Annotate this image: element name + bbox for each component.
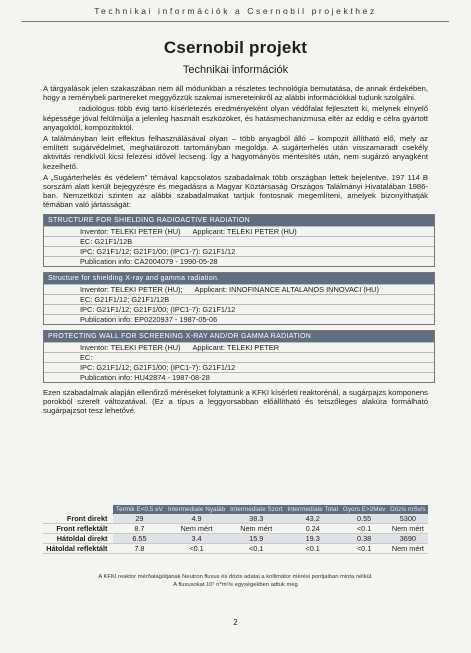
patent-box-1 (43, 214, 435, 267)
patent-box-2 (43, 272, 435, 325)
patent-inventor-row (44, 226, 434, 236)
table-cell: 0.24 (285, 524, 341, 534)
column-header (43, 505, 113, 514)
page-title: Csernobil projekt (163, 38, 308, 57)
column-header: Termik E<0.5 eV (113, 505, 165, 514)
measurement-table (43, 505, 428, 554)
table-cell: <0.1 (285, 544, 341, 554)
patent-ec: EC: (44, 352, 434, 362)
patent-ec: EC: G21F1/12; G21F1/12B (44, 294, 434, 304)
patent-ipc: IPC: G21F1/12; G21F1/00; (IPC1-7): G21F1/12 (44, 304, 434, 314)
table-cell: <0.1 (228, 544, 285, 554)
patent-publication: Publication info: CA2004079 - 1990-05-28 (44, 256, 434, 266)
running-header: Technikai információk a Csernobil projekthez (94, 6, 377, 16)
page-subtitle: Technikai információk (182, 64, 289, 76)
patent-title: STRUCTURE FOR SHIELDING RADIOACTIVE RADIATION (44, 215, 434, 226)
table-cell: <0.1 (165, 544, 227, 554)
paragraph-results: Ezen szabadalmak alapján ellenőrző méréseket folytattunk a KFKI kísérleti reaktorénál, a sugárpajzs komponens porokból szerelt változatával. (Ez a típus a leggyorsabban előállítható és tetszőleges alakúra formálható sugárpajzsot tesz lehetővé. (43, 387, 429, 416)
table-cell: 4.9 (165, 514, 227, 524)
table-header-row (43, 505, 428, 514)
patent-box-3 (43, 330, 435, 383)
table-cell: 7.8 (113, 544, 165, 554)
table-cell: <0.1 (340, 524, 387, 534)
table-cell: <0.1 (340, 544, 387, 554)
table-cell: Nem mért (388, 544, 428, 554)
table-cell: 3690 (388, 534, 428, 544)
column-header: Intermediate Nyaláb (165, 505, 227, 514)
page-number: 2 (233, 618, 238, 627)
paragraph-intro: A tárgyalások jelen szakaszában nem áll módunkban a részletes technológia bemutatása, de annak érdekében, hogy a reménybeli partnereket meggyőzzük szakmai ismereteinkről az alábbi információkkal tudunk szolgálni. (43, 84, 428, 103)
column-header: Intermediate Total (285, 505, 341, 514)
table-row (43, 514, 428, 524)
row-label: Front direkt (43, 514, 113, 524)
table-row (43, 544, 428, 554)
table-cell: 43.2 (285, 514, 341, 524)
patent-inventor-row (44, 284, 434, 294)
table-footnote (43, 574, 428, 589)
row-label: Front reflektált (43, 524, 113, 534)
table-cell: 29 (113, 514, 165, 524)
patent-inventor: Inventor: TELEKI PETER (HU) (80, 342, 181, 352)
patent-ipc: IPC: G21F1/12; G21F1/00; (IPC1-7): G21F1/12 (44, 362, 434, 372)
row-label: Hátoldal direkt (43, 534, 113, 544)
table-row (43, 524, 428, 534)
paragraph-composite: A találmányban leírt effektus felhasználásával olyan – több anyagból álló – kompozit állítható elő, mely az említett sugárvédelmet, meghatározott tartományban megoldja. A sugárterhelés után visszamaradt csekély aktivitás rendkívül kicsi felezési idővel lecseng. Így a hagyományos mentesítés után, nem sugárzó anyagként kezelhető. (43, 134, 428, 171)
document-body (43, 84, 428, 417)
row-label: Hátoldal reflektált (43, 544, 113, 554)
patent-applicant: Applicant: TELEKI PETER (192, 342, 280, 352)
table-row (43, 534, 428, 544)
table-cell: 6.55 (113, 534, 165, 544)
paragraph-patents: A „Sugárterhelés és védelem" témával kapcsolatos szabadalmak több országban lettek bejelentve. 197 114 B sorszám alatt került bejegyzésre és megadásra a Magyar Köztársaság Országos Találmányi Hivatalában 1986-ban. Nemzetközi szinten az alábbi szabadalmakat tartjuk fontosnak megemlíteni, amelyek bizonyíthatják témában való jártasságát: (43, 172, 428, 210)
table-cell: 8.7 (113, 524, 165, 534)
patent-applicant: Applicant: INNOFINANCE ALTALANOS INNOVACI (HU) (194, 284, 379, 294)
table-cell: Nem mért (165, 524, 227, 534)
patent-ipc: IPC: G21F1/12; G21F1/00; (IPC1-7): G21F1/12 (44, 246, 434, 256)
table-cell: 15.9 (228, 534, 285, 544)
patent-inventor-row (44, 342, 434, 352)
column-header: Dózis mSv/s (388, 505, 428, 514)
table-cell: Nem mért (388, 524, 428, 534)
column-header: Intermediate Szórt (228, 505, 285, 514)
column-header: Gyors E>2Mev (340, 505, 387, 514)
table-cell: 5300 (388, 514, 428, 524)
table-cell: 0.38 (340, 534, 387, 544)
table-cell: 0.55 (340, 514, 387, 524)
table-cell: 3.4 (165, 534, 227, 544)
table-cell: 38.3 (228, 514, 285, 524)
table-cell: 19.3 (285, 534, 341, 544)
patent-publication: Publication info: HU42874 - 1987-08-28 (44, 372, 434, 382)
patent-title: PROTECTING WALL FOR SCREENING X-RAY AND/OR GAMMA RADIATION (44, 331, 434, 342)
patent-applicant: Applicant: TELEKI PETER (HU) (192, 226, 297, 236)
patent-publication: Publication info: EP0220937 - 1987-05-06 (44, 314, 434, 324)
paragraph-radiologist: radiológus több évig tartó kísérletezés eredményeként olyan védőfalat fejlesztett ki, melynek elnyelő képessége jóval felülmúlja a jelenleg használt eszközöket, és hatásmechanizmusa eltér az eddig e célra gyártott anyagoktól, kompozitoktól. (43, 104, 428, 132)
footnote-line: A fluxusokat 10⁷ n*m²/s egységekben adtuk meg (173, 581, 298, 588)
table-cell: Nem mért (228, 524, 285, 534)
patent-title: Structure for shielding X-ray and gamma radiation. (44, 273, 434, 284)
patent-inventor: Inventor: TELEKI PETER (HU); (80, 284, 183, 294)
patent-inventor: Inventor: TELEKI PETER (HU) (80, 226, 181, 236)
header-rule (22, 21, 449, 22)
patent-ec: EC: G21F1/12B (44, 236, 434, 246)
footnote-line: A KFKI reaktor mérőalagútjának Neutron fluxus és dózis adatai a kollimátor mérési pontjaiban minta nélkül. (98, 574, 373, 580)
